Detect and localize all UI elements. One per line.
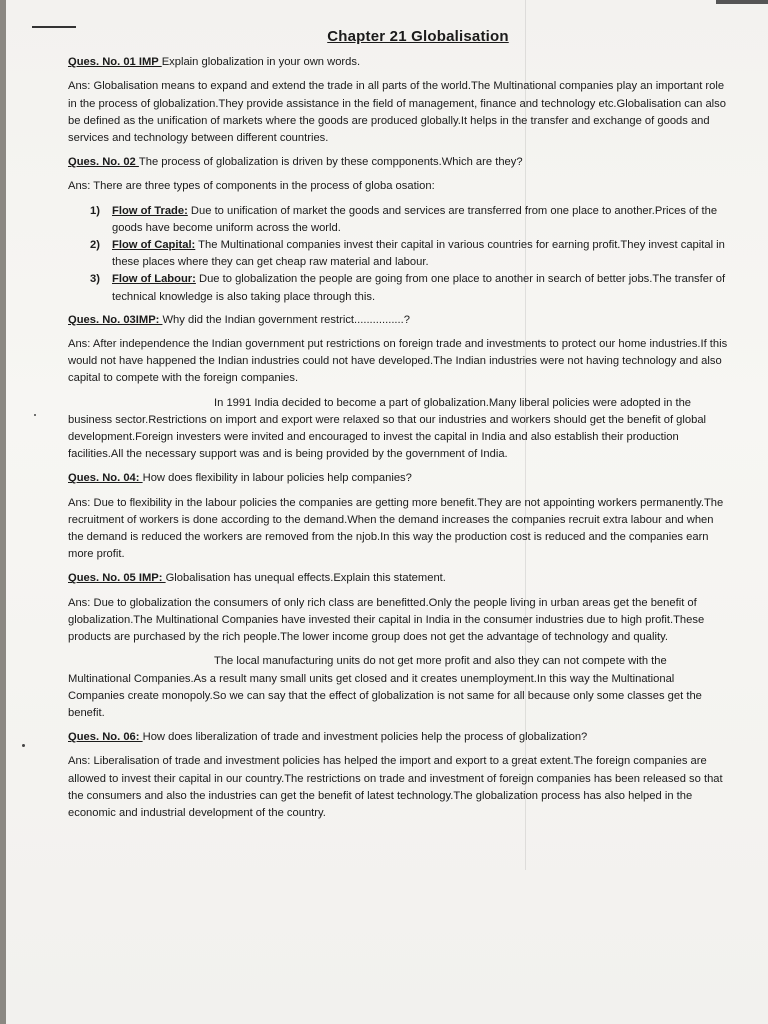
question-1-text: Explain globalization in your own words. (161, 56, 361, 69)
answer-3-continued-text: In 1991 India decided to become a part of globalization.Many liberal policies were adopted in the business sector.Restrictions on import and export were relaxed so that our industries and workers should get the benefit of global development.Foreign investers were invited and encouraged to invest the capital in India and also establish their production facilities.All the necessary support was and is being provided by the government of India. (68, 396, 707, 461)
list-item-number: 1) (90, 204, 100, 217)
question-6-label: Ques. No. 06: (68, 731, 143, 744)
scanned-page (6, 0, 768, 1024)
answer-5: Ans: Due to globalization the consumers of only rich class are benefitted.Only the people living in urban areas get the benefit of globalization.The Multinational Companies have invested their capital in India in the consumer industries due to high profit.These products are purchased by the rich people.The lower income group does not get the advantage of technology and quality. (68, 596, 705, 644)
ink-speck (22, 744, 25, 747)
list-item-label: Flow of Trade: (112, 204, 188, 217)
answer-5-continued-text: The local manufacturing units do not get more profit and also they can not compete with the Multinational Companies.As a result many small units get closed and it creates unemployment.In this way the Multinational Companies create monopoly.So we can say that the effect of globalization is not same for all because only some classes get the benefit. (68, 655, 702, 719)
question-2-text: The process of globalization is driven by these compponents.Which are they? (138, 156, 523, 169)
list-item (68, 237, 728, 271)
list-item-text: Due to globalization the people are going from one place to another in search of better jobs.The transfer of technical knowledge is also taking place through this. (112, 273, 726, 303)
question-6-text: How does liberalization of trade and investment policies help the process of globalization? (142, 731, 588, 744)
question-4-label: Ques. No. 04: (68, 472, 143, 485)
list-item-number: 3) (90, 273, 100, 286)
list-item-text: The Multinational companies invest their capital in various countries for earning profit.They invest capital in these places where they can get cheap raw material and labour. (112, 239, 725, 269)
question-6 (68, 729, 728, 746)
question-4-text: How does flexibility in labour policies help companies? (142, 472, 412, 485)
list-item-text: Due to unification of market the goods and services are transferred from one place to another.Prices of the goods have become uniform across the world. (112, 204, 718, 234)
components-list (68, 203, 728, 306)
document-body (68, 28, 728, 829)
question-2-label: Ques. No. 02 (68, 156, 139, 169)
answer-3-continued (68, 395, 728, 464)
question-3-label: Ques. No. 03IMP: (68, 313, 163, 326)
ink-speck (34, 414, 36, 416)
answer-3: Ans: After independence the Indian government put restrictions on foreign trade and investments to protect our home industries.If this would not have happened the Indian industries could not have developed.The Indian industries were not having technology and also capital to compete with the foreign companies. (68, 338, 728, 385)
question-2 (68, 154, 728, 171)
list-item-label: Flow of Labour: (112, 273, 196, 286)
question-5 (68, 570, 728, 587)
list-item-number: 2) (90, 239, 100, 252)
list-item (68, 271, 728, 305)
answer-1: Ans: Globalisation means to expand and extend the trade in all parts of the world.The Multinational companies play an important role in the process of globalization.They provide assistance in the field of management, finance and technology etc.Globalisation can also be defined as the unification of markets where the goods are produced globally.It helps in the transfer and exchange of goods and services and technology between different countries. (68, 80, 726, 145)
question-3-text: Why did the Indian government restrict................? (162, 313, 410, 326)
answer-2: Ans: There are three types of components in the process of globa osation: (68, 180, 435, 193)
question-5-label: Ques. No. 05 IMP: (68, 572, 166, 585)
chapter-title: Chapter 21 Globalisation (327, 28, 509, 45)
question-1 (68, 54, 728, 71)
answer-5-continued (68, 653, 728, 722)
list-item (68, 203, 728, 237)
scan-corner-mark (716, 0, 768, 4)
question-3 (68, 312, 728, 329)
question-5-text: Globalisation has unequal effects.Explain this statement. (165, 572, 446, 585)
list-item-label: Flow of Capital: (112, 239, 196, 252)
answer-4: Ans: Due to flexibility in the labour policies the companies are getting more benefit.They are not appointing workers permanently.The recruitment of workers is done according to the demand.When the demand increases the companies recruit extra labour and when the demand is reduced the workers are removed from the njob.In this way the production cost is reduced and the companies earn more profit. (68, 496, 724, 561)
question-4 (68, 470, 728, 487)
question-1-label: Ques. No. 01 IMP (68, 56, 162, 69)
answer-6: Ans: Liberalisation of trade and investment policies has helped the import and export to a great extent.The foreign companies are allowed to invest their capital in our country.The restrictions on trade and investment of foreign companies has been released so that the consumers and also the industries can get the benefit of latest technology.The globalization process has also helped in the economic and industrial development of the country. (68, 755, 723, 819)
